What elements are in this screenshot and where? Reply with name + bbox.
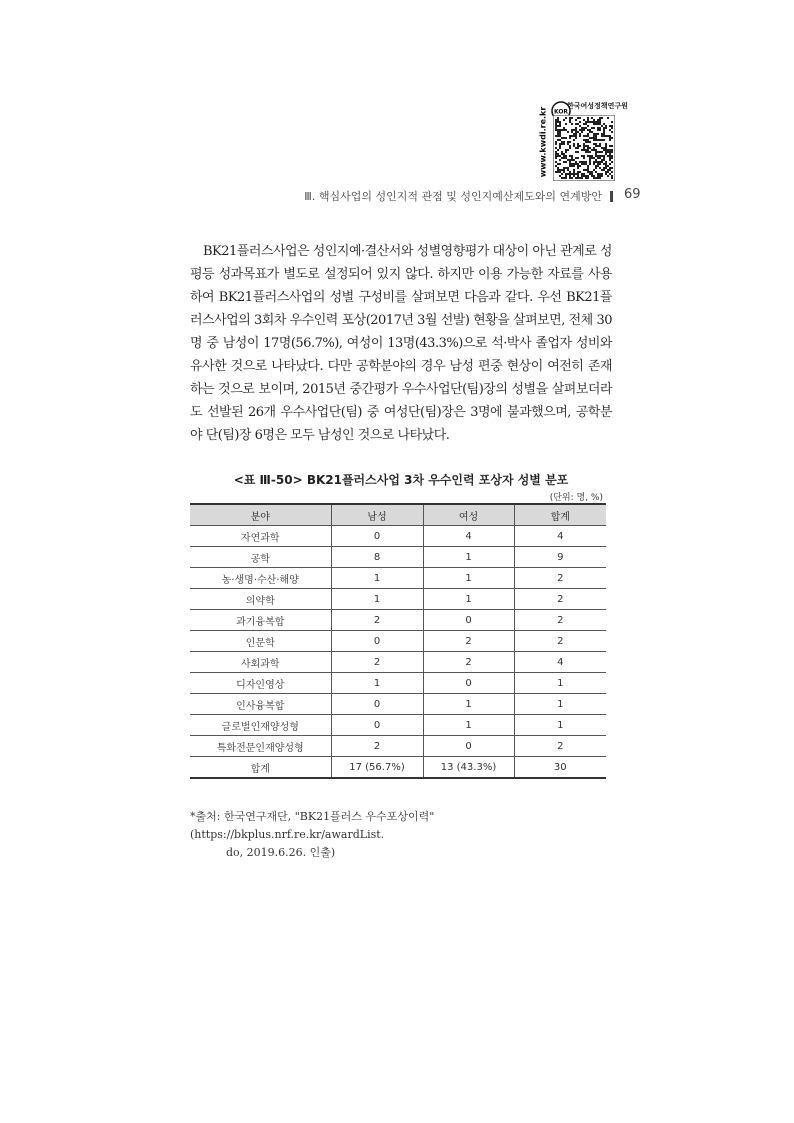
cell-field: 합계 (190, 757, 331, 779)
cell-male: 1 (331, 568, 423, 589)
cell-total: 4 (514, 652, 606, 673)
cell-total: 4 (514, 526, 606, 547)
watermark-stamp (538, 101, 628, 183)
cell-female: 2 (423, 652, 514, 673)
cell-total: 2 (514, 589, 606, 610)
table-header-row (190, 504, 606, 526)
watermark-url (535, 101, 551, 183)
logo-text: KOR (553, 108, 569, 116)
cell-male: 0 (331, 715, 423, 736)
cell-female: 0 (423, 736, 514, 757)
cell-female: 2 (423, 631, 514, 652)
source-line-1: *출처: 한국연구재단, "BK21플러스 우수포상이력" (https://bkplus.nrf.re.kr/awardList. (190, 810, 435, 841)
header-field: 분야 (190, 504, 331, 526)
cell-male: 1 (331, 589, 423, 610)
cell-field: 과기융복합 (190, 610, 331, 631)
cell-male: 8 (331, 547, 423, 568)
cell-field: 특화전문인재양성형 (190, 736, 331, 757)
data-table (190, 503, 606, 779)
table-total-row (190, 757, 606, 779)
table-row (190, 568, 606, 589)
table-row (190, 589, 606, 610)
cell-female: 1 (423, 694, 514, 715)
table-row (190, 526, 606, 547)
cell-total: 1 (514, 694, 606, 715)
table-row (190, 694, 606, 715)
header-female: 여성 (423, 504, 514, 526)
cell-total: 2 (514, 736, 606, 757)
header-divider (610, 191, 613, 202)
cell-total: 9 (514, 547, 606, 568)
page-number: 69 (624, 187, 641, 202)
cell-female: 1 (423, 547, 514, 568)
cell-male: 17 (56.7%) (331, 757, 423, 779)
cell-field: 공학 (190, 547, 331, 568)
cell-field: 디자인영상 (190, 673, 331, 694)
cell-field: 인사융복합 (190, 694, 331, 715)
cell-total: 1 (514, 715, 606, 736)
table-row (190, 610, 606, 631)
cell-total: 2 (514, 568, 606, 589)
cell-total: 2 (514, 631, 606, 652)
source-line-2: do, 2019.6.26. 인출) (226, 846, 336, 859)
cell-male: 0 (331, 526, 423, 547)
header-male: 남성 (331, 504, 423, 526)
cell-female: 0 (423, 673, 514, 694)
header-total: 합계 (514, 504, 606, 526)
table-row (190, 652, 606, 673)
cell-female: 4 (423, 526, 514, 547)
running-title: Ⅲ. 핵심사업의 성인지적 관점 및 성인지예산제도와의 연계방안 (304, 190, 602, 203)
cell-field: 의약학 (190, 589, 331, 610)
cell-total: 30 (514, 757, 606, 779)
qr-code-icon (553, 115, 615, 181)
watermark-org: 한국여성정책연구원 (567, 102, 628, 110)
cell-female: 13 (43.3%) (423, 757, 514, 779)
cell-female: 0 (423, 610, 514, 631)
cell-male: 0 (331, 694, 423, 715)
table-row (190, 631, 606, 652)
cell-field: 인문학 (190, 631, 331, 652)
table-row (190, 673, 606, 694)
cell-male: 2 (331, 652, 423, 673)
table-row (190, 715, 606, 736)
cell-field: 글로벌인재양성형 (190, 715, 331, 736)
cell-male: 2 (331, 736, 423, 757)
cell-male: 2 (331, 610, 423, 631)
cell-field: 사회과학 (190, 652, 331, 673)
source-note (190, 808, 612, 862)
cell-male: 0 (331, 631, 423, 652)
cell-field: 자연과학 (190, 526, 331, 547)
watermark-url-text: www.kwdi.re.kr (538, 106, 548, 178)
table-title: <표 Ⅲ-50> BK21플러스사업 3차 우수인력 포상자 성별 분포 (233, 473, 569, 487)
cell-female: 1 (423, 568, 514, 589)
cell-female: 1 (423, 589, 514, 610)
table-row (190, 736, 606, 757)
cell-male: 1 (331, 673, 423, 694)
table-unit: (단위: 명, %) (549, 493, 603, 503)
cell-female: 1 (423, 715, 514, 736)
cell-field: 농·생명·수산·해양 (190, 568, 331, 589)
cell-total: 1 (514, 673, 606, 694)
body-paragraph: BK21플러스사업은 성인지예·결산서와 성별영향평가 대상이 아닌 관계로 성평등 성과목표가 별도로 설정되어 있지 않다. 하지만 이용 가능한 자료를 사용하여 BK21플러스사업의 성별 구성비를 살펴보면 다음과 같다. 우선 BK21플러스사업의 3회차 우수인력 포상(2017년 3월 선발) 현황을 살펴보면, 전체 30명 중 남성이 17명(56.7%), 여성이 13명(43.3%)으로 석·박사 졸업자 성비와 유사한 것으로 나타났다. 다만 공학분야의 경우 남성 편중 현상이 여전히 존재하는 것으로 보이며, 2015년 중간평가 우수사업단(팀)장의 성별을 살펴보더라도 선발된 26개 우수사업단(팀) 중 여성단(팀)장은 3명에 불과했으며, 공학분야 단(팀)장 6명은 모두 남성인 것으로 나타났다. (190, 244, 612, 443)
cell-total: 2 (514, 610, 606, 631)
table-row (190, 547, 606, 568)
